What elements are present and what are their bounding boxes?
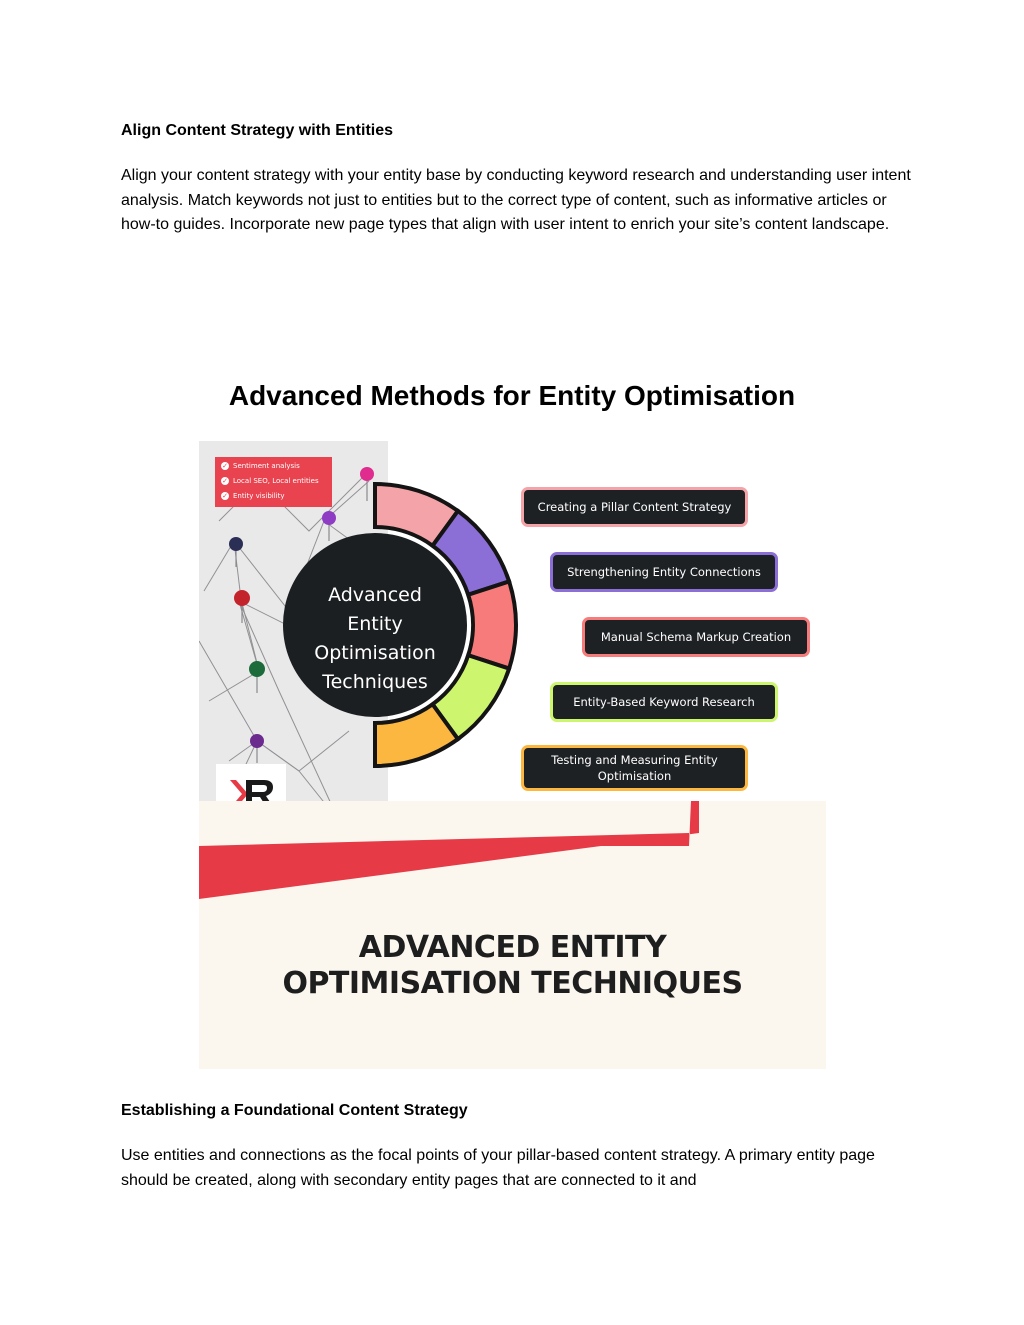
technique-pill: Testing and Measuring Entity Optimisation — [521, 745, 748, 791]
check-icon: ✓ — [222, 492, 228, 500]
technique-pill: Creating a Pillar Content Strategy — [521, 487, 748, 527]
section-paragraph: Use entities and connections as the focal points of your pillar-based content strategy. A primary entity page should be created, along with secondary entity pages that are connected to it and — [121, 1147, 875, 1189]
section-heading: Establishing a Foundational Content Strategy — [121, 1102, 468, 1119]
checklist-item: ✓ Local SEO, Local entities — [222, 477, 319, 485]
section-paragraph: Align your content strategy with your entity base by conducting keyword research and understanding user intent analysis. Match keywords not just to entities but to the correct type of content, such as informative articles or how-to guides. Incorporate new page types that align with user intent to enrich your site’s content landscape. — [121, 167, 911, 233]
banner-title: ADVANCED ENTITY OPTIMISATION TECHNIQUES — [282, 930, 743, 1001]
technique-pill: Entity-Based Keyword Research — [550, 682, 778, 722]
page-heading: Advanced Methods for Entity Optimisation — [228, 380, 796, 411]
wheel-segment — [468, 581, 516, 668]
checklist-item: ✓ Entity visibility — [222, 492, 285, 500]
section-heading: Align Content Strategy with Entities — [121, 122, 394, 139]
technique-pill: Manual Schema Markup Creation — [582, 617, 810, 657]
technique-pill: Strengthening Entity Connections — [550, 552, 778, 592]
check-icon: ✓ — [222, 477, 228, 485]
center-title: Advanced Entity Optimisation Techniques — [314, 584, 436, 693]
check-icon: ✓ — [222, 462, 228, 470]
checklist-item: ✓ Sentiment analysis — [222, 462, 300, 470]
infographic-image — [199, 441, 826, 1069]
